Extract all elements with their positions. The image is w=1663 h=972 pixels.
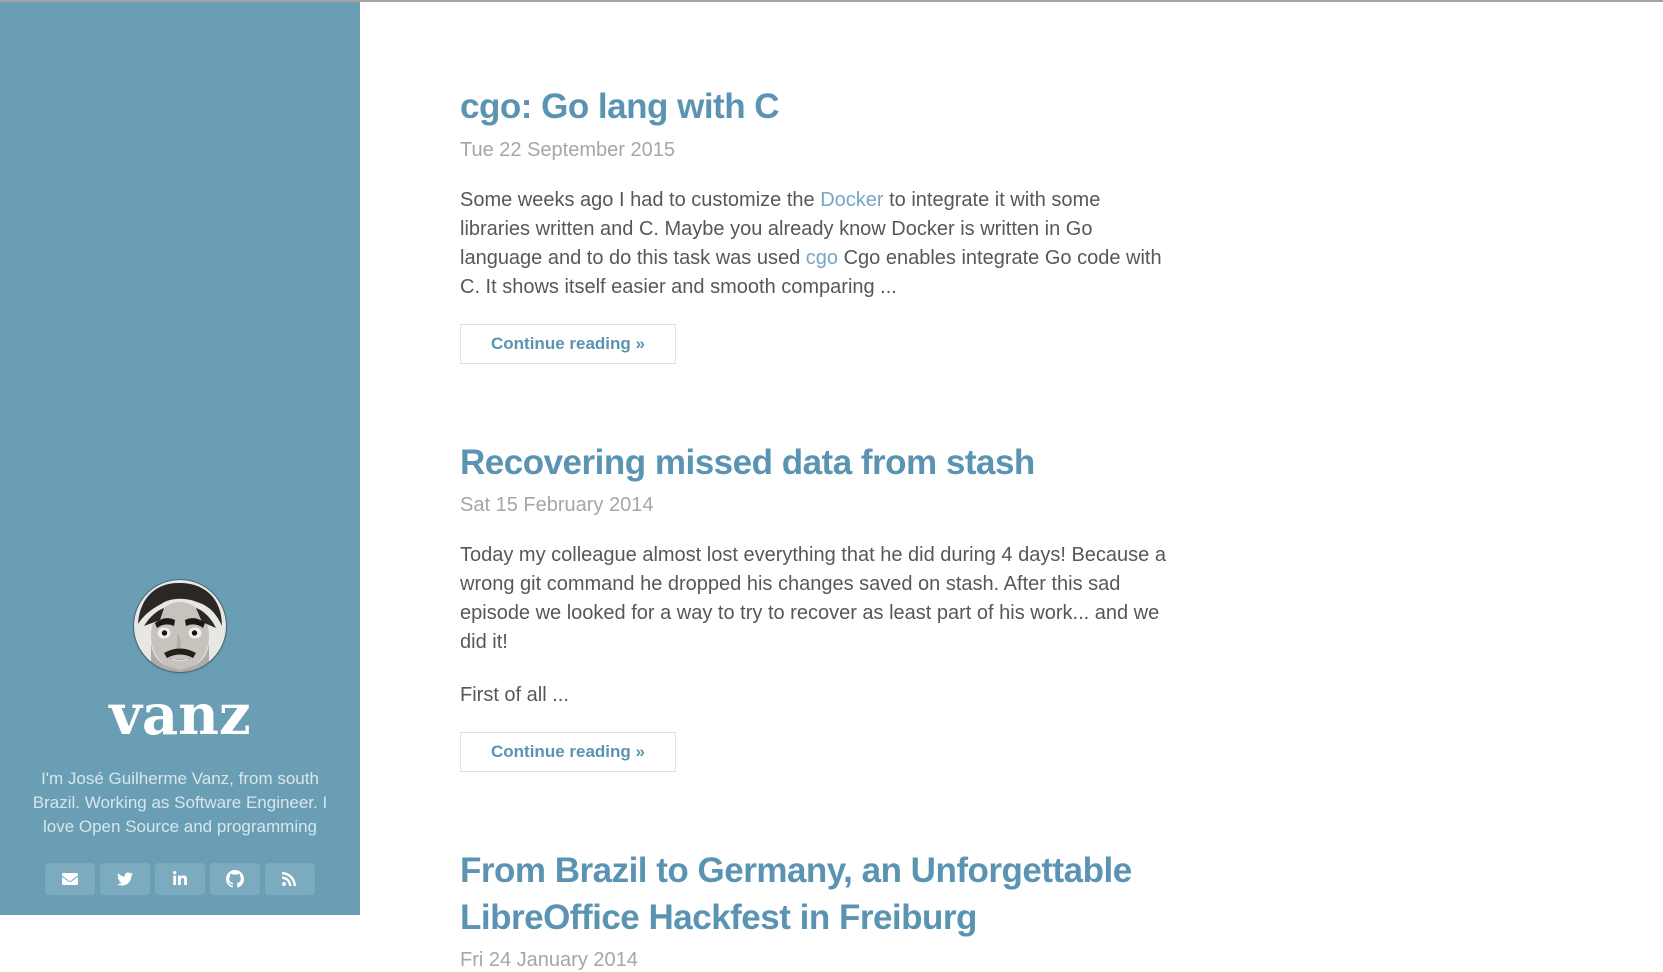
summary-text: to integrate it with some libraries written and C. Maybe you already know Docker is written in Go language and to do this task was used bbox=[460, 188, 1101, 269]
author-bio bbox=[30, 767, 330, 839]
twitter-button[interactable] bbox=[100, 863, 150, 895]
bio-line: Brazil. Working as Software Engineer. I bbox=[32, 793, 328, 812]
avatar-photo bbox=[134, 580, 226, 672]
post-title-link[interactable]: From Brazil to Germany, an Unforgettable LibreOffice Hackfest in Freiburg bbox=[460, 851, 1132, 937]
top-divider-bar bbox=[0, 0, 1663, 2]
post-summary bbox=[460, 186, 1172, 302]
summary-paragraph: First of all ... bbox=[460, 684, 569, 707]
post-title-link[interactable]: cgo: Go lang with C bbox=[460, 87, 780, 126]
site-title[interactable]: vanz bbox=[109, 682, 251, 749]
sidebar bbox=[0, 0, 360, 915]
post-list bbox=[460, 0, 1172, 972]
summary-paragraph: Today my colleague almost lost everything that he did during 4 days! Because a wrong git command he dropped his changes saved on stash. After this sad episode we looked for a way to try to recover as least part of his work... and we did it! bbox=[460, 544, 1166, 654]
github-button[interactable] bbox=[210, 863, 260, 895]
email-button[interactable] bbox=[45, 863, 95, 895]
continue-reading-button[interactable]: Continue reading » bbox=[460, 324, 676, 364]
github-icon bbox=[226, 870, 244, 888]
linkedin-icon bbox=[172, 871, 188, 887]
post-title-link[interactable]: Recovering missed data from stash bbox=[460, 442, 1035, 482]
envelope-icon bbox=[62, 871, 78, 887]
bio-line: love Open Source and programming bbox=[42, 817, 318, 836]
summary-text: Cgo enables integrate Go code with C. It shows itself easier and smooth comparing ... bbox=[460, 246, 1162, 298]
summary-text: Some weeks ago I had to customize the bbox=[460, 188, 821, 211]
rss-icon bbox=[282, 871, 298, 887]
post-summary bbox=[460, 541, 1172, 710]
post-date: Fri 24 January 2014 bbox=[460, 949, 638, 972]
avatar bbox=[134, 580, 226, 672]
post-card bbox=[460, 84, 1172, 364]
summary-paragraph bbox=[460, 186, 1172, 302]
social-links bbox=[45, 863, 315, 895]
cgo-link[interactable]: cgo bbox=[805, 246, 839, 269]
docker-link[interactable]: Docker bbox=[820, 188, 884, 211]
post-card bbox=[460, 440, 1172, 773]
bio-line: I'm José Guilherme Vanz, from south bbox=[41, 769, 319, 788]
continue-reading-button[interactable]: Continue reading » bbox=[460, 732, 676, 772]
twitter-icon bbox=[117, 871, 133, 887]
post-card bbox=[460, 848, 1172, 972]
post-date: Sat 15 February 2014 bbox=[460, 494, 654, 517]
post-date: Tue 22 September 2015 bbox=[460, 138, 675, 161]
rss-button[interactable] bbox=[265, 863, 315, 895]
linkedin-button[interactable] bbox=[155, 863, 205, 895]
